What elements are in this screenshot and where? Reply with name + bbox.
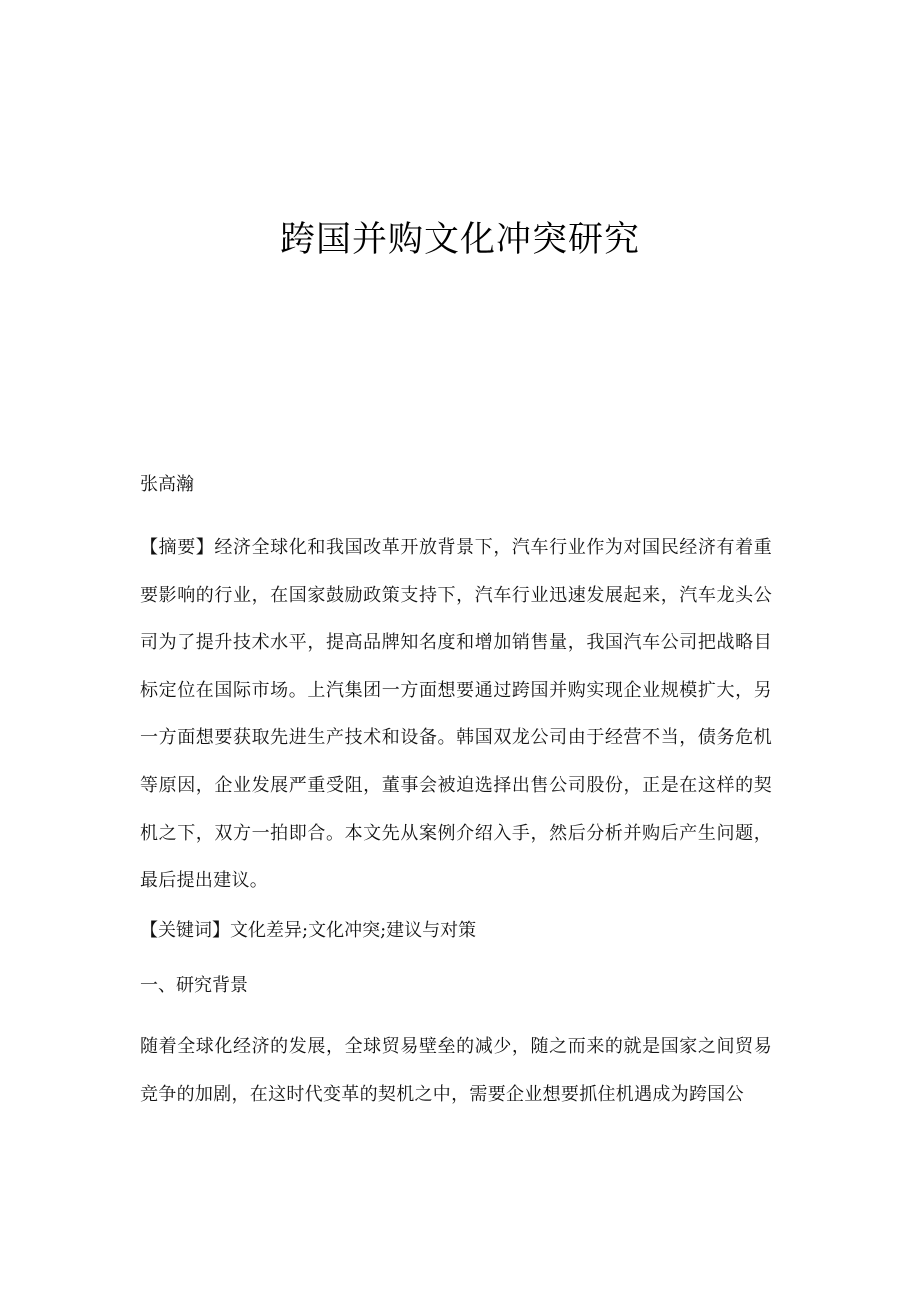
author-name: 张高瀚	[140, 474, 194, 495]
section-body-paragraph: 随着全球化经济的发展，全球贸易壁垒的减少，随之而来的就是国家之间贸易竞争的加剧，在这时代变革的契机之中，需要企业想要抓住机遇成为跨国公	[140, 1036, 772, 1105]
section-heading: 一、研究背景	[140, 975, 248, 996]
abstract-paragraph: 【摘要】经济全球化和我国改革开放背景下，汽车行业作为对国民经济有着重要影响的行业，在国家鼓励政策支持下，汽车行业迅速发展起来，汽车龙头公司为了提升技术水平，提高品牌知名度和增加销售量，我国汽车公司把战略目标定位在国际市场。上汽集团一方面想要通过跨国并购实现企业规模扩大，另一方面想要获取先进生产技术和设备。韩国双龙公司由于经营不当，债务危机等原因，企业发展严重受阻，董事会被迫选择出售公司股份，正是在这样的契机之下，双方一拍即合。本文先从案例介绍入手，然后分析并购后产生问题，最后提出建议。	[140, 537, 772, 892]
document-title: 跨国并购文化冲突研究	[279, 220, 640, 260]
keywords-line: 【关键词】文化差异;文化冲突;建议与对策	[140, 920, 477, 941]
